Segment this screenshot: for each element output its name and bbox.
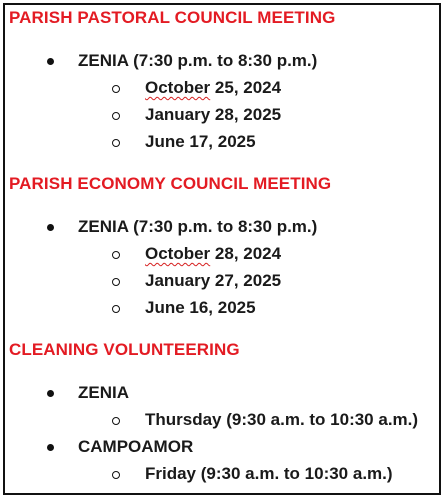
- date-item: June 16, 2025: [145, 298, 256, 317]
- list-item-zenia: ZENIA (7:30 p.m. to 8:30 p.m.): [78, 217, 318, 236]
- bullet-icon: [47, 390, 54, 397]
- date-item: January 27, 2025: [145, 271, 282, 290]
- date-item: October 25, 2024: [145, 78, 282, 97]
- section-title-economy-council: PARISH ECONOMY COUNCIL MEETING: [9, 174, 332, 193]
- bullet-icon: [47, 58, 54, 65]
- bullet-icon: [47, 224, 54, 231]
- section-title-pastoral-council: PARISH PASTORAL COUNCIL MEETING: [9, 8, 336, 27]
- circle-bullet-icon: [112, 251, 120, 259]
- circle-bullet-icon: [112, 471, 120, 479]
- list-item-zenia: ZENIA: [78, 383, 129, 402]
- schedule-item: Friday (9:30 a.m. to 10:30 a.m.): [145, 464, 393, 483]
- list-item-zenia: ZENIA (7:30 p.m. to 8:30 p.m.): [78, 51, 318, 70]
- circle-bullet-icon: [112, 417, 120, 425]
- spellcheck-word[interactable]: October: [145, 244, 211, 263]
- circle-bullet-icon: [112, 139, 120, 147]
- circle-bullet-icon: [112, 305, 120, 313]
- schedule-item: Thursday (9:30 a.m. to 10:30 a.m.): [145, 410, 419, 429]
- date-item: October 28, 2024: [145, 244, 282, 263]
- circle-bullet-icon: [112, 278, 120, 286]
- list-item-campoamor: CAMPOAMOR: [78, 437, 194, 456]
- section-title-cleaning-volunteering: CLEANING VOLUNTEERING: [9, 340, 240, 359]
- date-item: June 17, 2025: [145, 132, 256, 151]
- bullet-icon: [47, 444, 54, 451]
- circle-bullet-icon: [112, 85, 120, 93]
- spellcheck-word[interactable]: October: [145, 78, 211, 97]
- circle-bullet-icon: [112, 112, 120, 120]
- date-item: January 28, 2025: [145, 105, 282, 124]
